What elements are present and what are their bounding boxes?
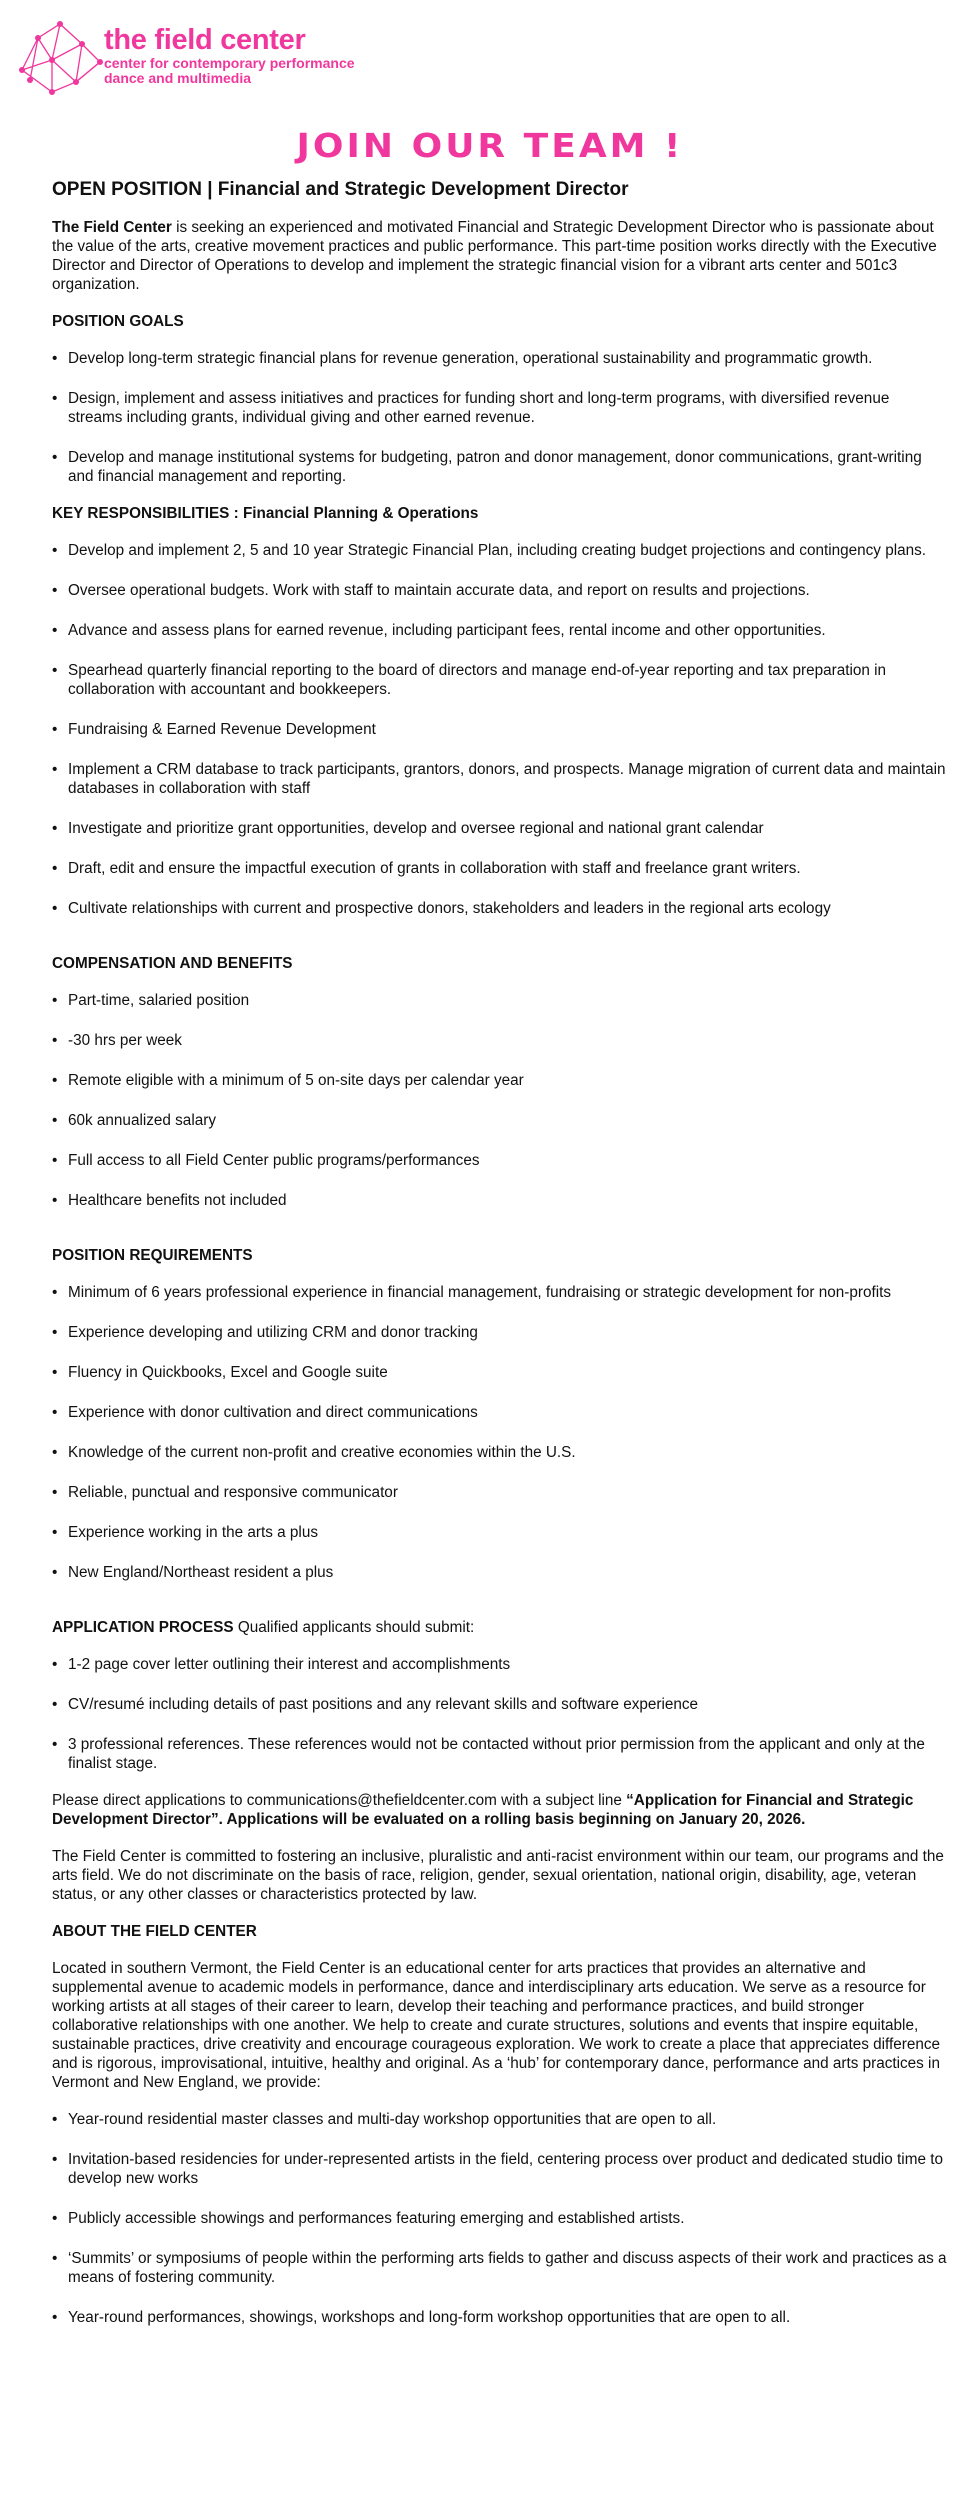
logo xyxy=(16,18,376,98)
application-list xyxy=(52,1655,947,1773)
list-item: • 60k annualized salary xyxy=(52,1111,947,1130)
list-item: • Investigate and prioritize grant opportunities, develop and oversee regional and national grant calendar xyxy=(52,819,947,838)
list-item: • Draft, edit and ensure the impactful execution of grants in collaboration with staff and freelance grant writers. xyxy=(52,859,947,878)
responsibilities-list xyxy=(52,541,947,918)
list-item: • Minimum of 6 years professional experience in financial management, fundraising or strategic development for non-profits xyxy=(52,1283,947,1302)
list-item: • 3 professional references. These references would not be contacted without prior permission from the applicant and only at the finalist stage. xyxy=(52,1735,947,1773)
list-item: • New England/Northeast resident a plus xyxy=(52,1563,947,1582)
responsibilities-heading: KEY RESPONSIBILITIES : Financial Planning & Operations xyxy=(52,505,479,522)
list-item: • Year-round performances, showings, workshops and long-form workshop opportunities that are open to all. xyxy=(52,2308,947,2327)
list-item: • Advance and assess plans for earned revenue, including participant fees, rental income and other opportunities. xyxy=(52,621,947,640)
about-heading: ABOUT THE FIELD CENTER xyxy=(52,1923,257,1940)
application-heading: APPLICATION PROCESS xyxy=(52,1619,234,1636)
brand-tagline-2: dance and multimedia xyxy=(104,70,252,86)
list-item: • -30 hrs per week xyxy=(52,1031,947,1050)
application-heading-suffix: Qualified applicants should submit: xyxy=(233,1619,475,1636)
requirements-heading: POSITION REQUIREMENTS xyxy=(52,1247,253,1264)
brand-tagline-1: center for contemporary performance xyxy=(104,55,355,71)
list-item: • Knowledge of the current non-profit and creative economies within the U.S. xyxy=(52,1443,947,1462)
intro-org: The Field Center xyxy=(52,219,172,236)
list-item: • Remote eligible with a minimum of 5 on-site days per calendar year xyxy=(52,1071,947,1090)
list-item: • CV/resumé including details of past positions and any relevant skills and software experience xyxy=(52,1695,947,1714)
equity-statement: The Field Center is committed to fostering an inclusive, pluralistic and anti-racist environment within our team, our programs and the arts field. We do not discriminate on the basis of race, religion, gender, sexual orientation, national origin, disability, age, veteran status, or any other classes or characteristics protected by law. xyxy=(52,1848,944,1903)
list-item: • Develop long-term strategic financial plans for revenue generation, operational sustainability and programmatic growth. xyxy=(52,349,947,368)
list-item: • Part-time, salaried position xyxy=(52,991,947,1010)
goals-heading: POSITION GOALS xyxy=(52,313,184,330)
compensation-list xyxy=(52,991,947,1210)
list-item: • Experience working in the arts a plus xyxy=(52,1523,947,1542)
list-item: • ‘Summits’ or symposiums of people within the performing arts fields to gather and discuss aspects of their work and practices as a means of fostering community. xyxy=(52,2249,947,2287)
logo-wordmark xyxy=(104,24,355,86)
list-item: • Healthcare benefits not included xyxy=(52,1191,947,1210)
list-item: • Implement a CRM database to track participants, grantors, donors, and prospects. Manage migration of current data and maintain databases in collaboration with staff xyxy=(52,760,947,798)
list-item: • Experience developing and utilizing CRM and donor tracking xyxy=(52,1323,947,1342)
requirements-list xyxy=(52,1283,947,1582)
network-graph-icon xyxy=(16,18,104,98)
list-item: • Full access to all Field Center public programs/performances xyxy=(52,1151,947,1170)
about-list xyxy=(52,2110,947,2327)
list-item: • Develop and implement 2, 5 and 10 year Strategic Financial Plan, including creating budget projections and contingency plans. xyxy=(52,541,947,560)
posting-content xyxy=(52,178,947,2348)
page-title: OPEN POSITION | Financial and Strategic Development Director xyxy=(52,179,629,200)
application-direct-subject: “Application for Financial and Strategic Development Director”. Applications will be evaluated on a rolling basis beginning on January 20, 2026. xyxy=(52,1792,914,1828)
list-item: • Fluency in Quickbooks, Excel and Google suite xyxy=(52,1363,947,1382)
list-item: • Invitation-based residencies for under-represented artists in the field, centering process over product and dedicated studio time to develop new works xyxy=(52,2150,947,2188)
join-banner: JOIN OUR TEAM ! xyxy=(296,127,684,166)
list-item: • Experience with donor cultivation and direct communications xyxy=(52,1403,947,1422)
about-paragraph: Located in southern Vermont, the Field Center is an educational center for arts practices that provides an alternative and supplemental avenue to academic models in performance, dance and interdisciplinary arts education. We serve as a resource for working artists at all stages of their career to learn, develop their teaching and performance practices, and build stronger collaborative relationships with one another. We help to create and curate structures, solutions and events that inspire equitable, sustainable practices, drive creativity and encourage courageous exploration. We work to create a place that appreciates difference and is rigorous, improvisational, intuitive, healthy and original. As a ‘hub’ for contemporary dance, performance and arts practices in Vermont and New England, we provide: xyxy=(52,1960,941,2091)
application-direct-prefix: Please direct applications to communications@thefieldcenter.com with a subject line xyxy=(52,1792,627,1809)
list-item: • Develop and manage institutional systems for budgeting, patron and donor management, donor communications, grant-writing and financial management and reporting. xyxy=(52,448,947,486)
application-heading-line xyxy=(52,1618,947,1637)
list-item: • 1-2 page cover letter outlining their interest and accomplishments xyxy=(52,1655,947,1674)
application-instructions xyxy=(52,1791,947,1829)
list-item: • Publicly accessible showings and performances featuring emerging and established artists. xyxy=(52,2209,947,2228)
list-item: • Design, implement and assess initiatives and practices for funding short and long-term programs, with diversified revenue streams including grants, individual giving and other earned revenue. xyxy=(52,389,947,427)
list-item: • Cultivate relationships with current and prospective donors, stakeholders and leaders in the regional arts ecology xyxy=(52,899,947,918)
list-item: • Oversee operational budgets. Work with staff to maintain accurate data, and report on results and projections. xyxy=(52,581,947,600)
intro-paragraph xyxy=(52,218,947,294)
list-item: • Spearhead quarterly financial reporting to the board of directors and manage end-of-year reporting and tax preparation in collaboration with accountant and bookkeepers. xyxy=(52,661,947,699)
compensation-heading: COMPENSATION AND BENEFITS xyxy=(52,955,293,972)
list-item: • Year-round residential master classes and multi-day workshop opportunities that are open to all. xyxy=(52,2110,947,2129)
intro-text: is seeking an experienced and motivated Financial and Strategic Development Director who is passionate about the value of the arts, creative movement practices and public performance. This part-time position works directly with the Executive Director and Director of Operations to develop and implement the strategic financial vision for a vibrant arts center and 501c3 organization. xyxy=(52,219,937,293)
brand-name: the field center xyxy=(104,24,306,56)
list-item: • Fundraising & Earned Revenue Development xyxy=(52,720,947,739)
list-item: • Reliable, punctual and responsive communicator xyxy=(52,1483,947,1502)
goals-list xyxy=(52,349,947,486)
